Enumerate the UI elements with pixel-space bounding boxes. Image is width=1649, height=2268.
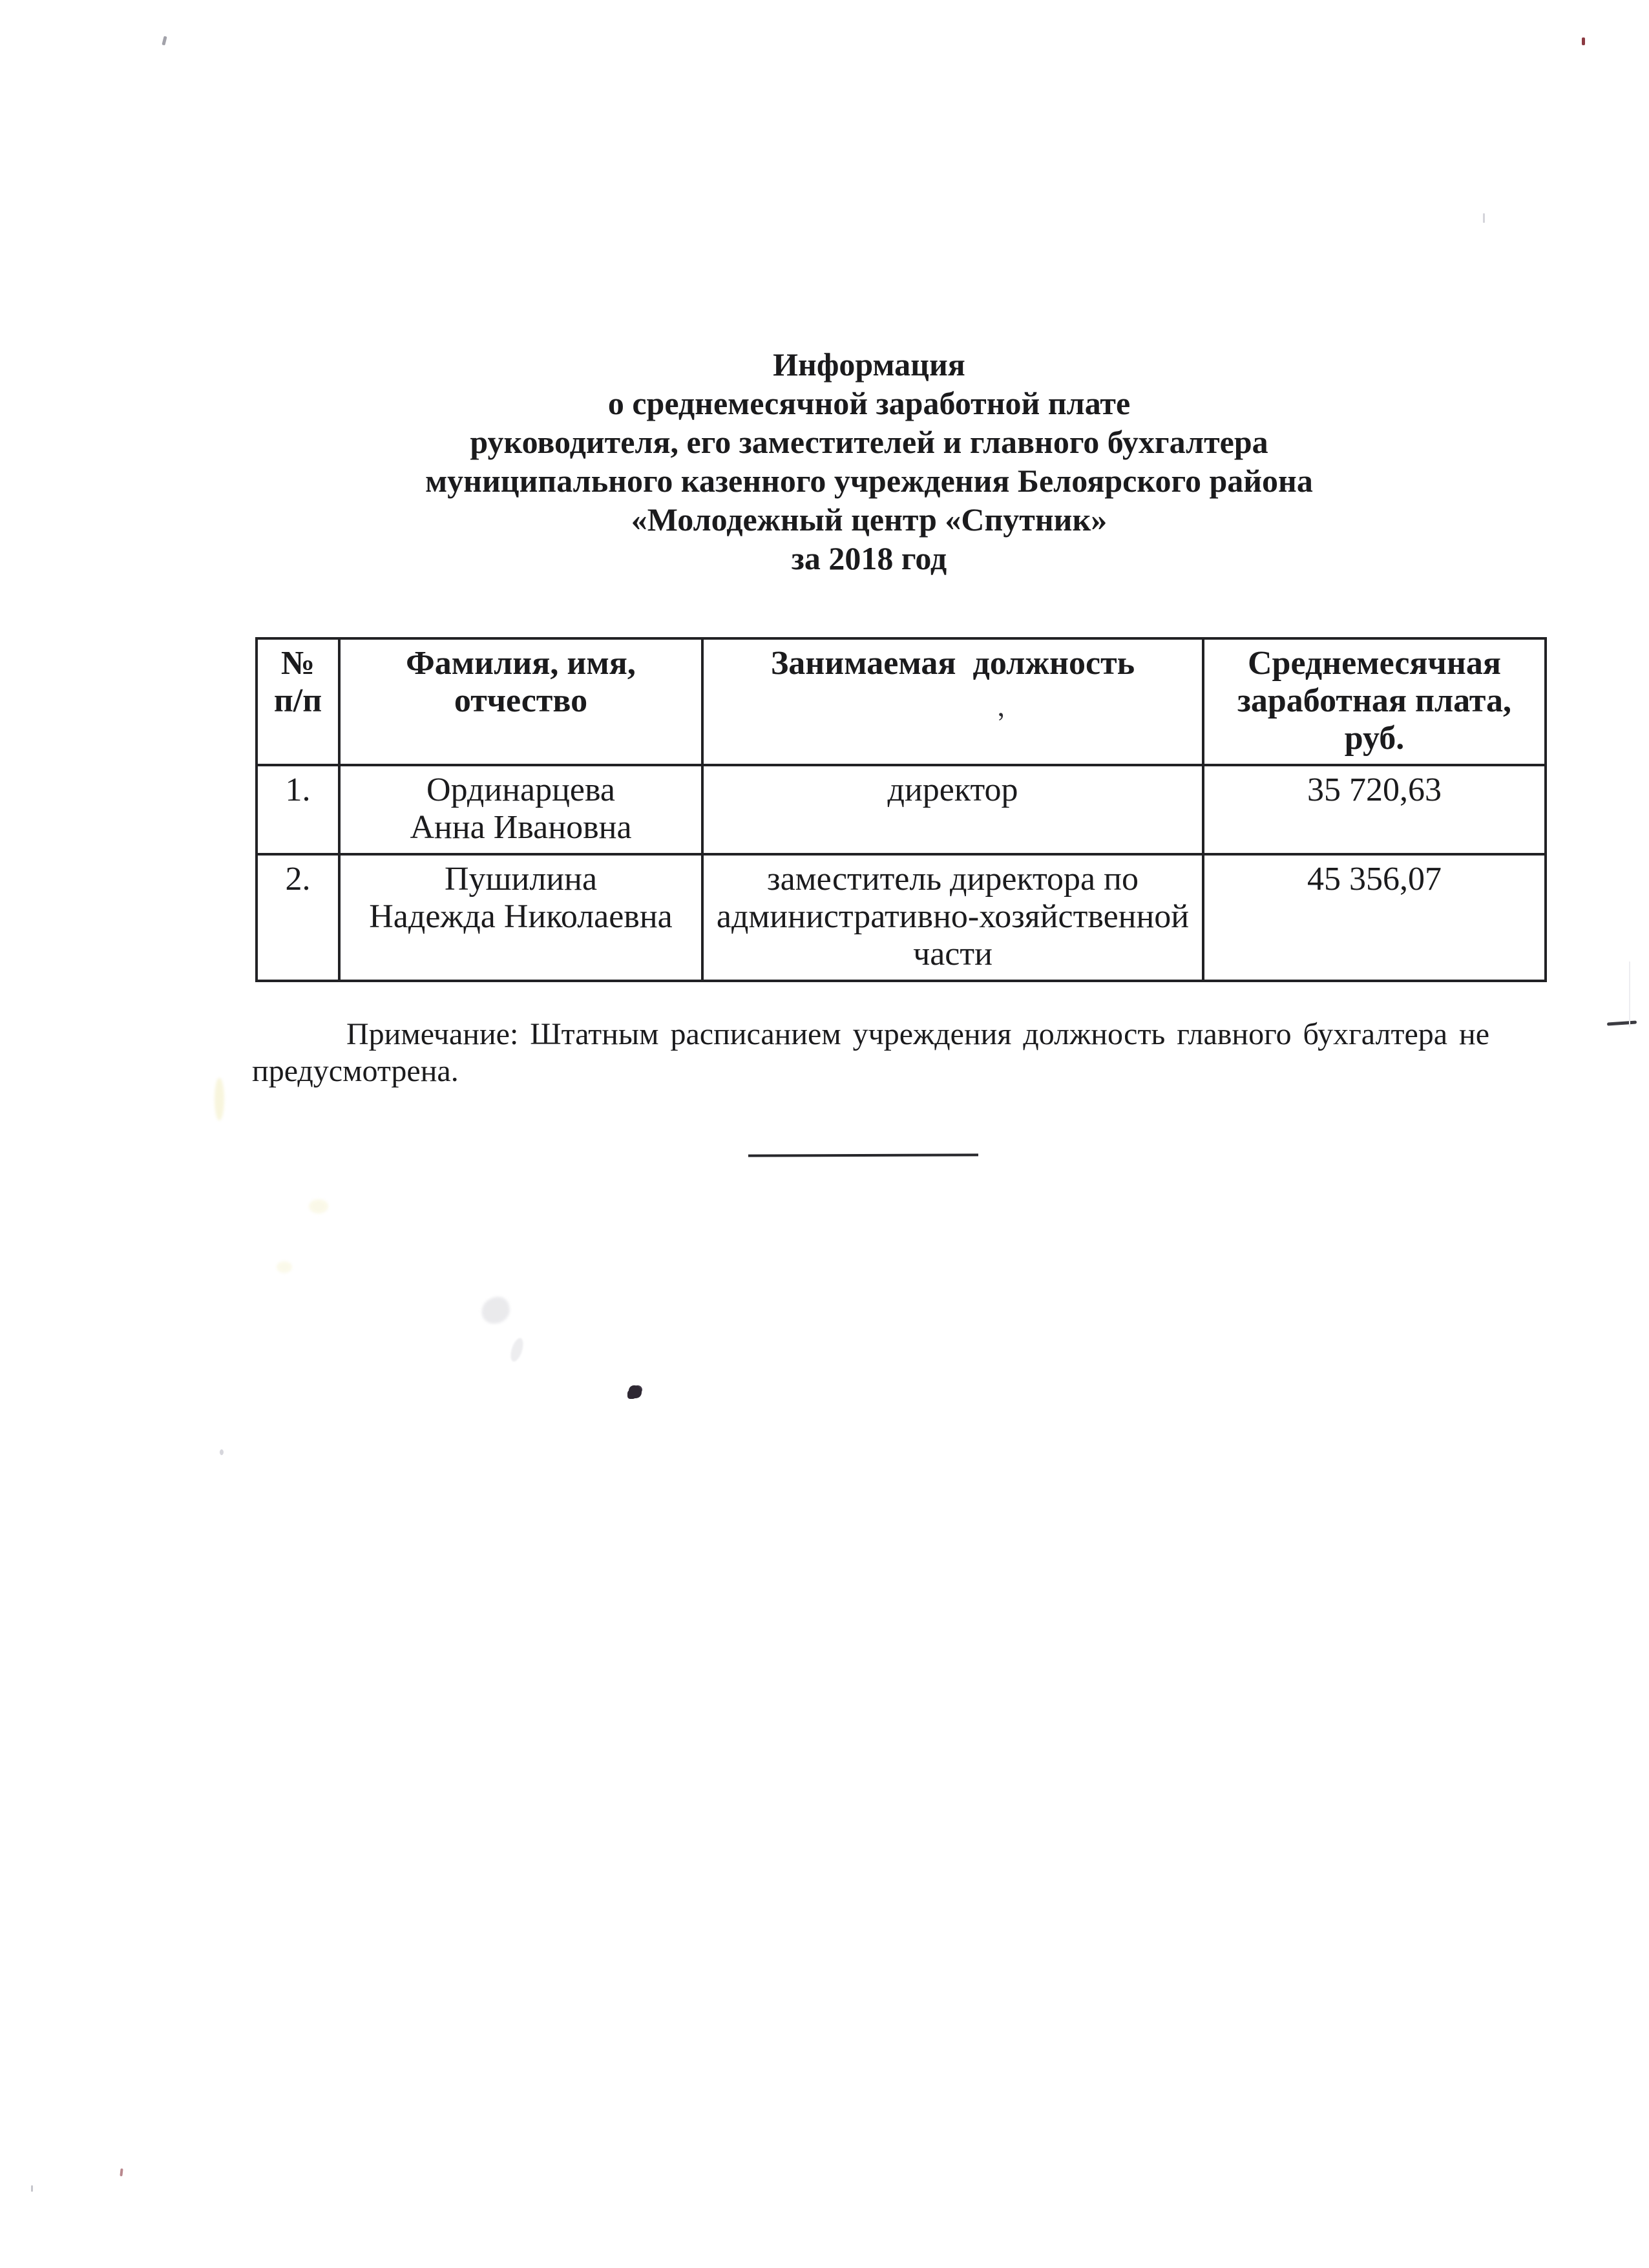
- name-line: Ординарцева: [426, 772, 615, 808]
- scan-smudge: [479, 1294, 513, 1327]
- position-line: директор: [887, 772, 1018, 808]
- cell-position: [702, 765, 1203, 854]
- scan-speck: [1483, 213, 1485, 223]
- header-cell-number: [257, 638, 339, 765]
- cell-salary-value: [1203, 854, 1546, 981]
- table-header-row: [257, 638, 1546, 765]
- title-line: руководителя, его заместителей и главного бухгалтера: [470, 424, 1268, 460]
- scan-speck: [162, 36, 167, 46]
- title-line: о среднемесячной заработной плате: [607, 385, 1131, 421]
- header-line: Занимаемая должность: [770, 645, 1135, 682]
- cell-employee-name: [339, 854, 702, 981]
- title-line: за 2018 год: [791, 540, 947, 576]
- note-line: предусмотрена.: [252, 1054, 459, 1088]
- title-line: «Молодежный центр «Спутник»: [631, 501, 1108, 538]
- ink-blot: [629, 1385, 642, 1398]
- scan-streak: [1629, 961, 1630, 1027]
- header-line: Среднемесячная: [1248, 645, 1501, 682]
- cell-employee-name: [339, 765, 702, 854]
- row-number: 2.: [285, 861, 311, 898]
- cell-row-number: [257, 854, 339, 981]
- cell-row-number: [257, 765, 339, 854]
- header-line: Фамилия, имя,: [406, 645, 636, 682]
- scan-speck: [120, 2168, 123, 2176]
- scan-speck: [31, 2185, 33, 2192]
- position-line: административно-хозяйственной: [716, 898, 1190, 935]
- stray-comma-mark: ,: [994, 690, 1006, 723]
- cell-salary-value: [1203, 765, 1546, 854]
- name-line: Пушилина: [444, 861, 598, 898]
- scan-dash-mark: [1607, 1020, 1637, 1025]
- paper-stain: [215, 1078, 224, 1120]
- header-line: руб.: [1344, 720, 1405, 757]
- position-line: части: [913, 936, 993, 972]
- header-cell-position: [702, 638, 1203, 765]
- title-line: Информация: [773, 346, 965, 383]
- note-line: Примечание: Штатным расписанием учреждения должность главного бухгалтера не: [346, 1017, 1489, 1051]
- header-cell-name: [339, 638, 702, 765]
- row-number: 1.: [285, 772, 311, 808]
- cell-position: [702, 854, 1203, 981]
- scan-smudge: [509, 1336, 526, 1363]
- table-row: [257, 854, 1546, 981]
- header-line: заработная плата,: [1237, 682, 1512, 719]
- header-cell-salary: [1203, 638, 1546, 765]
- name-line: Надежда Николаевна: [369, 898, 673, 935]
- header-line: отчество: [454, 682, 588, 719]
- position-line: заместитель директора по: [767, 861, 1139, 898]
- title-line: муниципального казенного учреждения Белоярского района: [425, 463, 1313, 499]
- document-title: [220, 345, 1518, 578]
- paper-stain: [277, 1261, 292, 1273]
- scan-speck: [220, 1449, 224, 1455]
- salary-table: [255, 637, 1547, 982]
- name-line: Анна Ивановна: [410, 809, 632, 846]
- header-line: п/п: [273, 682, 322, 719]
- salary-value: 45 356,07: [1307, 861, 1442, 898]
- blank-underline: [748, 1153, 978, 1157]
- paper-stain: [309, 1199, 328, 1213]
- header-line: №: [280, 645, 315, 682]
- table-row: [257, 765, 1546, 854]
- note-paragraph: [252, 1016, 1489, 1089]
- scan-speck: [1582, 37, 1585, 45]
- salary-value: 35 720,63: [1307, 772, 1442, 808]
